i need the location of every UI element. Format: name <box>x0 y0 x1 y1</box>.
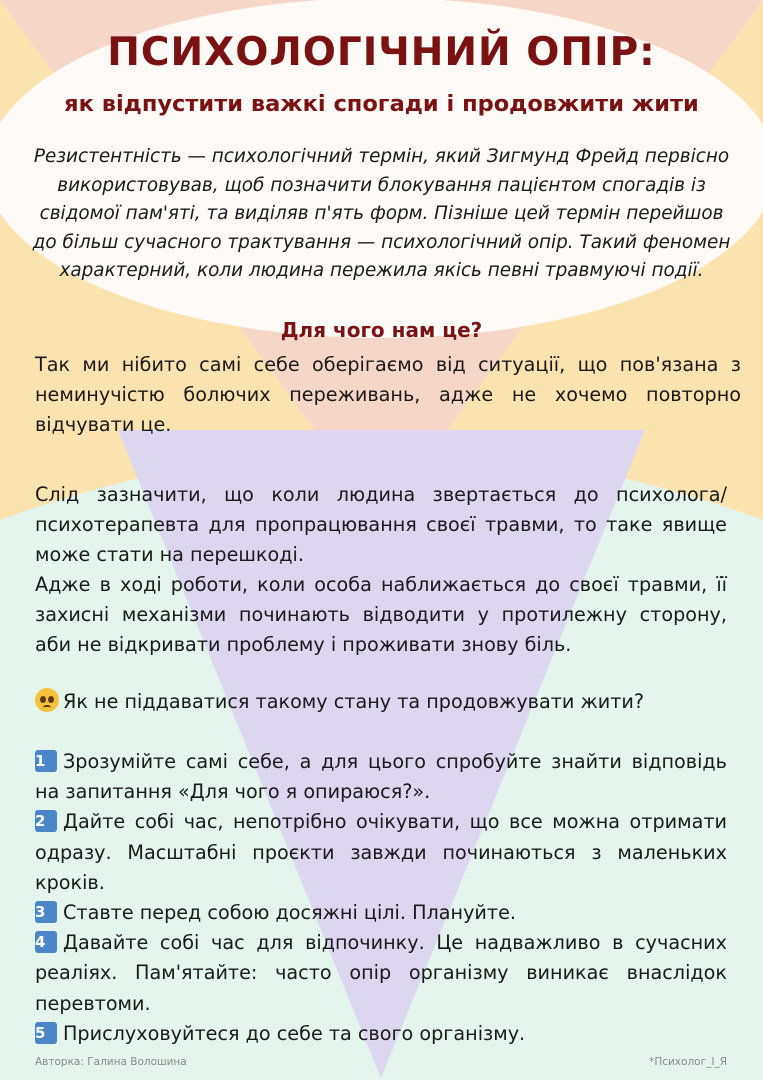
poster-title: ПСИХОЛОГІЧНИЙ ОПІР: <box>107 30 656 75</box>
steps-list <box>35 747 727 1049</box>
paragraph-3: Адже в ході роботи, коли особа наближається до своєї травми, її захисні механізми починають відводити у протилежну сторону, аби не відкривати проблему і проживати знову біль. <box>35 573 727 657</box>
step-item <box>35 898 727 928</box>
why-heading: Для чого нам це? <box>280 318 483 342</box>
question-text: Як не піддаватися такому стану та продовжувати жити? <box>63 690 645 713</box>
poster-subtitle: як відпустити важкі спогади і продовжити жити <box>64 91 699 117</box>
step-item <box>35 928 727 1019</box>
step-item <box>35 807 727 898</box>
question-line <box>35 687 727 717</box>
paragraph-2: Слід зазначити, що коли людина звертається до психолога/психотерапевта для пропрацювання своєї травми, то таке явище може стати на перешкоді. <box>35 483 727 567</box>
step-text: Прислуховуйтеся до себе та свого організму. <box>63 1021 526 1045</box>
step-item <box>35 1019 727 1049</box>
signature-tag: *Психолог_Ⅰ_Я <box>649 1056 727 1068</box>
author-credit: Авторка: Галина Волошина <box>35 1056 187 1068</box>
step-text: Дайте собі час, непотрібно очікувати, що все можна отримати одразу. Масштабні проєкти завжди починаються з маленьких кроків. <box>35 810 727 894</box>
pleading-face-icon <box>35 688 59 712</box>
step-text: Давайте собі час для відпочинку. Це надважливо в сучасних реаліях. Пам'ятайте: часто опір організму виникає внаслідок перевтоми. <box>35 931 727 1015</box>
keycap-number-icon: 3 <box>35 901 57 923</box>
step-item <box>35 747 727 807</box>
step-text: Ставте перед собою досяжні цілі. Плануйте. <box>63 901 516 925</box>
keycap-number-icon: 4 <box>35 931 57 953</box>
intro-text: Резистентність — психологічний термін, який Зигмунд Фрейд первісно використовував, щоб позначити блокування пацієнтом спогадів із свідомої пам'яті, та виділяв п'ять форм. Пізніше цей термін перейшов до більш сучасного трактування — психологічний опір. Такий феномен характерний, коли людина пережила якісь певні травмуючі події. <box>32 146 731 282</box>
keycap-number-icon: 5 <box>35 1022 57 1044</box>
keycap-number-icon: 2 <box>35 810 57 832</box>
step-text: Зрозумійте самі себе, а для цього спробуйте знайти відповідь на запитання «Для чого я опираюся?». <box>35 750 727 804</box>
paragraph-1: Так ми нібито самі себе оберігаємо від ситуації, що пов'язана з неминучістю болючих переживань, адже не хочемо повторно відчувати це. <box>35 353 741 437</box>
keycap-number-icon: 1 <box>35 750 57 772</box>
